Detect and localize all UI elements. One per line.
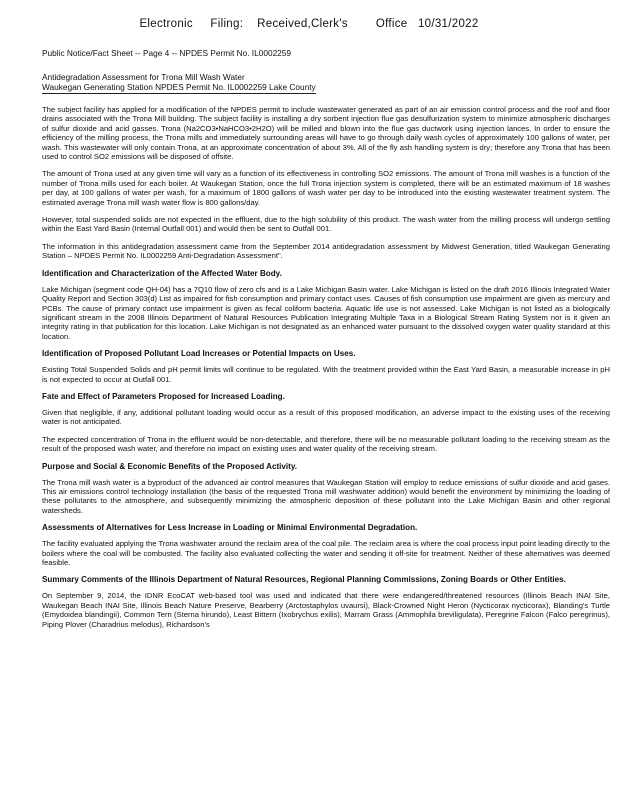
subtitle-line-1: Antidegradation Assessment for Trona Mill Wash Water xyxy=(42,72,245,82)
paragraph: The Trona mill wash water is a byproduct of the advanced air control measures that Waukegan Station will employ to reduce emissions of sulfur dioxide and acid gases. This air emissions control technology installation (the basis of the requested Trona mill washwater addition) would benefit the environment by minimizing the loading of these pollutants to the atmosphere, and subsequently minimizing the atmospheric deposition of these pollutant into the Lake Michigan Basin and other regional watersheds. xyxy=(42,477,610,515)
paragraph: The subject facility has applied for a modification of the NPDES permit to include wastewater generated as part of an air emission control process and the roof and floor drains associated with the Trona Mill building. The subject facility is installing a dry sorbent injection flue gas desulfurization system to minimize atmospheric discharges of sulfur dioxide and acid gasses. Trona (Na2CO3•NaHCO3•2H2O) will be milled and blown into the flue gas ductwork using injection lances. In order to ensure the efficiency of the milling process, the Trona mills and immediately surrounding areas will have to go through daily wash cycles of approximately 100 gallons of water, per wash. This wastewater will only contain Trona, at an approximate concentration of about 3%. All of the fly ash handling system is dry; therefore any Trona that has been used to control SO2 emissions will be disposed of offsite. xyxy=(42,105,610,162)
document-body xyxy=(42,105,610,629)
paragraph: However, total suspended solids are not expected in the effluent, due to the high solubility of this product. The wash water from the milling process will undergo settling within the East Yard Basin (Internal Outfall 001) and would then be sent to Outfall 001. xyxy=(42,215,610,234)
document-page xyxy=(42,48,610,637)
section-heading: Assessments of Alternatives for Less Increase in Loading or Minimal Environmental Degradation. xyxy=(42,523,418,533)
section-heading: Identification of Proposed Pollutant Load Increases or Potential Impacts on Uses. xyxy=(42,349,356,359)
section-heading: Purpose and Social & Economic Benefits of the Proposed Activity. xyxy=(42,461,297,471)
section-heading: Identification and Characterization of the Affected Water Body. xyxy=(42,268,282,278)
paragraph: Lake Michigan (segment code QH-04) has a 7Q10 flow of zero cfs and is a Lake Michigan Basin water. Lake Michigan is listed on the draft 2016 Illinois Integrated Water Quality Report and Section 303(d) List as impaired for fish consumption and primary contact uses. Causes of fish consumption use impairment are given as mercury and PCBs. The cause of primary contact use impairment is given as fecal coliform bacteria. Aquatic life use is not assessed. Lake Michigan is not listed as a biologically significant stream in the 2008 Illinois Department of Natural Resources Publication Integrating Multiple Taxa in a Biological Stream Rating System nor is it given an integrity rating in that publication for this location. Lake Michigan is not designated as an enhanced water pursuant to the dissolved oxygen water quality standard at this location. xyxy=(42,284,610,341)
paragraph: The amount of Trona used at any given time will vary as a function of its effectiveness in controlling SO2 emissions. The amount of Trona mill washes is a function of the number of Trona mills used for each boiler. At Waukegan Station, once the full Trona injection system is completed, there will be an estimated maximum of 18 washes per day, at 100 gallons of water per wash, for a maximum of 1800 gallons of wash water per day to be introduced into the existing wastewater treatment system. The estimated average Trona mill wash water flow is 800 gallons/day. xyxy=(42,169,610,207)
subtitle-line-2: Waukegan Generating Station NPDES Permit No. IL0002259 Lake County xyxy=(42,82,316,92)
paragraph: Given that negligible, if any, additional pollutant loading would occur as a result of this proposed modification, an adverse impact to the existing uses of the receiving water is not anticipated. xyxy=(42,407,610,427)
page-header: Public Notice/Fact Sheet -- Page 4 -- NPDES Permit No. IL0002259 xyxy=(42,48,292,58)
section-heading: Summary Comments of the Illinois Department of Natural Resources, Regional Planning Commissions, Zoning Boards or Other Entities. xyxy=(42,575,566,585)
paragraph: The expected concentration of Trona in the effluent would be non-detectable, and therefore, there will be no measurable pollutant loading to the receiving stream as the result of the proposed wash water, and therefore no impact on existing uses and water quality of the receiving stream. xyxy=(42,434,610,454)
filing-stamp: Electronic Filing: Received,Clerk's Office 10/31/2022 xyxy=(139,18,479,30)
section-heading: Fate and Effect of Parameters Proposed for Increased Loading. xyxy=(42,391,285,401)
paragraph: The facility evaluated applying the Trona washwater around the reclaim area of the coal pile. The reclaim area is where the coal process input point leading directly to the boilers where the coal will be combusted. The facility also evaluated collecting the water and sending it off-site for treatment. Neither of these alternatives was deemed feasible. xyxy=(42,539,610,567)
paragraph: Existing Total Suspended Solids and pH permit limits will continue to be regulated. With the treatment provided within the East Yard Basin, a measurable increase in pH is not expected to occur at Outfall 001. xyxy=(42,365,610,384)
subtitle xyxy=(42,72,610,94)
paragraph: On September 9, 2014, the IDNR EcoCAT web-based tool was used and indicated that there were endangered/threatened resources (Illinois Beach INAI Site, Waukegan Beach INAI Site, Illinois Beach Nature Preserve, Bearberry (Arctostaphylos uvaursi), Black-Crowned Night Heron (Nycticorax nycticorax), Blanding's Turtle (Emydoidea blandingii), Common Tern (Sterna hirundo), Least Bittern (Ixobrychus exilis), Marram Grass (Ammophila breviligulata), Peregrine Falcon (Falco peregrinus), Piping Plover (Charadrius melodus), Richardson's xyxy=(42,591,610,629)
paragraph: The information in this antidegradation assessment came from the September 2014 antidegradation assessment by Midwest Generation, titled Waukegan Generating Station – NPDES Permit No. IL0002259 Anti-Degradation Assessment". xyxy=(42,241,610,261)
